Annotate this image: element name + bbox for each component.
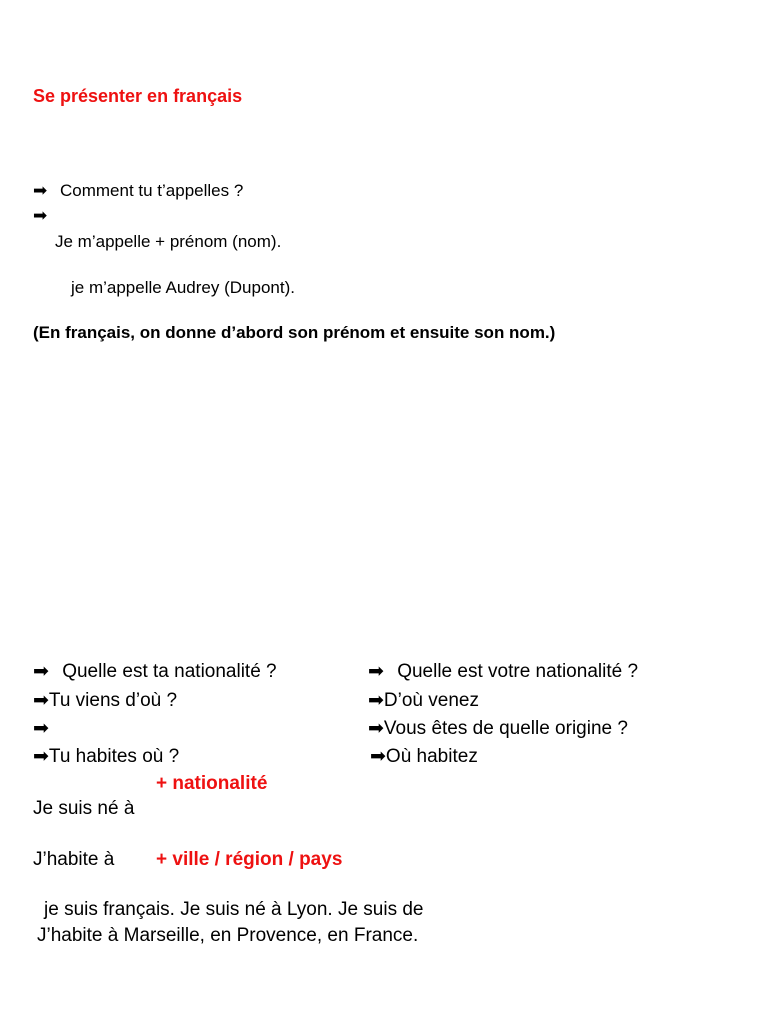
arrow-right-icon: ➡	[368, 690, 384, 711]
arrow-right-icon: ➡	[33, 718, 49, 739]
example-line-1: je suis français. Je suis né à Lyon. Je suis de	[44, 899, 424, 920]
question-row-1	[33, 181, 243, 201]
arrow-right-icon: ➡	[33, 181, 48, 200]
arrow-right-icon: ➡	[33, 690, 49, 711]
right-question-4: ➡Où habitez	[370, 746, 478, 767]
right-question-1: ➡ Quelle est votre nationalité ?	[368, 661, 639, 682]
arrow-right-icon: ➡	[33, 206, 48, 225]
example-line-2: J’habite à Marseille, en Provence, en France.	[37, 925, 419, 946]
arrow-right-icon: ➡	[33, 746, 49, 767]
left-question-2: ➡Tu viens d’où ?	[33, 690, 178, 711]
arrow-right-icon: ➡	[368, 718, 384, 739]
empty-bullet-row	[33, 206, 47, 226]
left-question-3	[33, 717, 49, 740]
arrow-right-icon: ➡	[33, 661, 49, 682]
left-question-1: ➡ Quelle est ta nationalité ?	[33, 661, 277, 682]
live-in-phrase: J’habite à	[33, 849, 115, 870]
nationality-tag: + nationalité	[156, 773, 268, 794]
right-question-3: ➡Vous êtes de quelle origine ?	[368, 718, 628, 739]
arrow-right-icon: ➡	[368, 661, 384, 682]
arrow-right-icon: ➡	[370, 746, 386, 767]
city-region-country-tag: + ville / région / pays	[156, 849, 343, 870]
born-in-phrase: Je suis né à	[33, 798, 135, 819]
name-pattern: Je m’appelle + prénom (nom).	[55, 232, 282, 251]
page-title: Se présenter en français	[33, 86, 243, 106]
name-example: je m’appelle Audrey (Dupont).	[71, 278, 295, 297]
right-question-2: ➡D’où venez	[368, 690, 479, 711]
name-order-note: (En français, on donne d’abord son prénom et ensuite son nom.)	[33, 323, 556, 342]
left-question-4: ➡Tu habites où ?	[33, 746, 180, 767]
question-name: Comment tu t’appelles ?	[59, 181, 244, 200]
